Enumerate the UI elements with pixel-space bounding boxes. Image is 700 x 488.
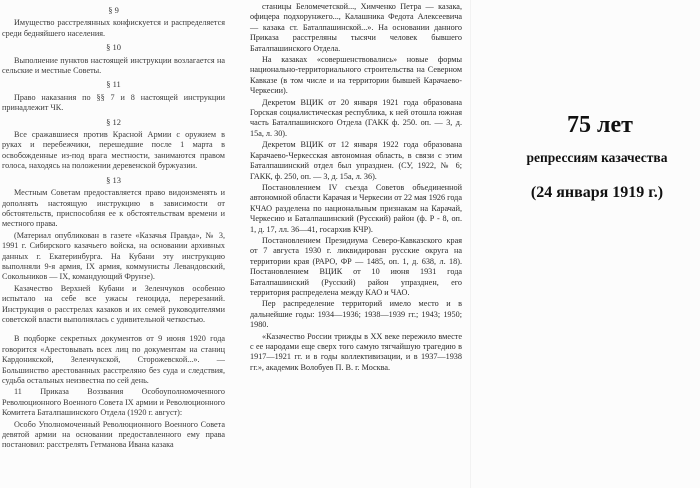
paragraph: 11 Приказа Воззвания Особоуполномоченного Революционного Военного Совета IX армии и Революционного Комитета Баталпашинского Отдела (1920 г. август):: [2, 387, 225, 418]
paragraph: Все сражавшиеся против Красной Армии с оружием в руках и перебежчики, перешедшие после 1 марта в освобожденные из-под врага местности, занимаются правом голоса, находясь на положении деревенской буржуазии.: [2, 130, 225, 171]
paragraph: Местным Советам предоставляется право видоизменять и дополнять настоящую инструкцию в зависимости от обстоятельств, приспособляя ее к обстоятельствам времени и местного права.: [2, 188, 225, 229]
title-subject: репрессиям казачества: [526, 150, 668, 165]
paragraph: (Материал опубликован в газете «Казачья Правда», № 3, 1991 г. Сибирского казачьего войска, на основании архивных данных г. Екатеринбурга. На Кубани эту инструкцию выполняли 9-я армия, IX армия, коммунисты Левандовский, Сокольников — IX, командующий Фрунзе).: [2, 230, 225, 282]
paragraph: Право наказания по §§ 7 и 8 настоящей инструкции принадлежит ЧК.: [2, 92, 225, 113]
title-block: [480, 110, 700, 204]
page-fold: [470, 0, 471, 488]
paragraph: «Казачество России трижды в XX веке пережило вместе с ее народами еще сверх того самую тягчайшую трагедию в 1917—1921 гг. и в годы коллективизации, и в 1937—1938 гг.», академик Волобуев П. В. г. Москва.: [250, 331, 462, 372]
middle-column: [250, 2, 462, 374]
title-date: (24 января 1919 г.): [530, 184, 664, 201]
paragraph: Имущество расстрелянных конфискуется и распределяется среди бедняйшего населения.: [2, 18, 225, 38]
paragraph: Декретом ВЦИК от 12 января 1922 года образована Карачаево-Черкесская автономная область, в связи с этим Баталпашинский отдел был упразднен. (СУ, 1922, № 6; ГАКК, ф. 250, оп. — 3, д. 15а, л. 36).: [250, 140, 462, 181]
paragraph: Выполнение пунктов настоящей инструкции возлагается на сельские и местные Советы.: [2, 55, 225, 76]
paragraph: В подборке секретных документов от 9 июня 1920 года говорится «Арестовывать всех лиц по документам на станиц Кардоникской, Зеленчукской, Сторожевской...». — Большинство арестованных расстреляно без суда и следствия, судьба остальных неизвестна по сей день.: [2, 334, 225, 385]
spacer: [2, 326, 225, 334]
paragraph: Постановлением IV съезда Советов объединенной автономной области Карачая и Черкесии от 22 мая 1926 года КЧАО разделена по национальным признакам на Карачай, Черкесию и Баталпашинский (Русский) район (ф. Р - 8, оп. 1, д. 17, лл. 36—41, госархив КЧР).: [250, 182, 462, 234]
paragraph: На казаках «совершенствовались» новые формы национально-территориального строительства на Северном Кавказе (в том числе и на территории бывшей Карачаево-Черкесии).: [250, 55, 462, 96]
paragraph: Постановлением Президиума Северо-Кавказского края от 7 августа 1930 г. ликвидирован русские округа на территории края (РАРО, ФР — 1485, оп. 1, д. 638, л. 18). Постановлением ВЦИК от 10 июня 1931 года Баталпашинский (Русский) район упразднен, его территория распределена между КАО и ЧАО.: [250, 235, 462, 297]
section-number: § 10: [106, 42, 121, 53]
title-years: 75 лет: [567, 112, 633, 138]
section-number: § 11: [106, 79, 121, 90]
paragraph: Декретом ВЦИК от 20 января 1921 года образована Горская социалистическая республика, к ней отошла южная часть Баталпашинского Отдела (ГАКК ф. 250. оп. — 3, д. 15а, л. 30).: [250, 97, 462, 138]
paragraph: станицы Беломечетской..., Химченко Петра — казака, офицера подхорунжего..., Калашника Федота Алексеевича — казака ст. Баталпашинской...». На основании данного Приказа расстреляны тысячи человек бывшего Баталпашинского Отдела.: [250, 2, 462, 53]
section-number: § 12: [106, 116, 121, 127]
section-number: § 9: [108, 5, 119, 15]
paragraph: Особо Уполномоченный Революционного Военного Совета девятой армии на основании предоставленного ему права постановил: расстрелять Гетманова Ивана казака: [2, 419, 225, 450]
paragraph: Казачество Верхней Кубани и Зеленчуков особенно испытало на себе все ужасы геноцида, перерезаний. Инструкция о расстрелах казаков и их семей руководителями советской власти выполнялась с удивительной четкостью.: [2, 283, 225, 324]
section-number: § 13: [106, 174, 121, 185]
paragraph: Пер распределение территорий имело место и в дальнейшие годы: 1934—1936; 1938—1939 гг.; 1943; 1950; 1980.: [250, 299, 462, 330]
left-column: [2, 2, 225, 452]
